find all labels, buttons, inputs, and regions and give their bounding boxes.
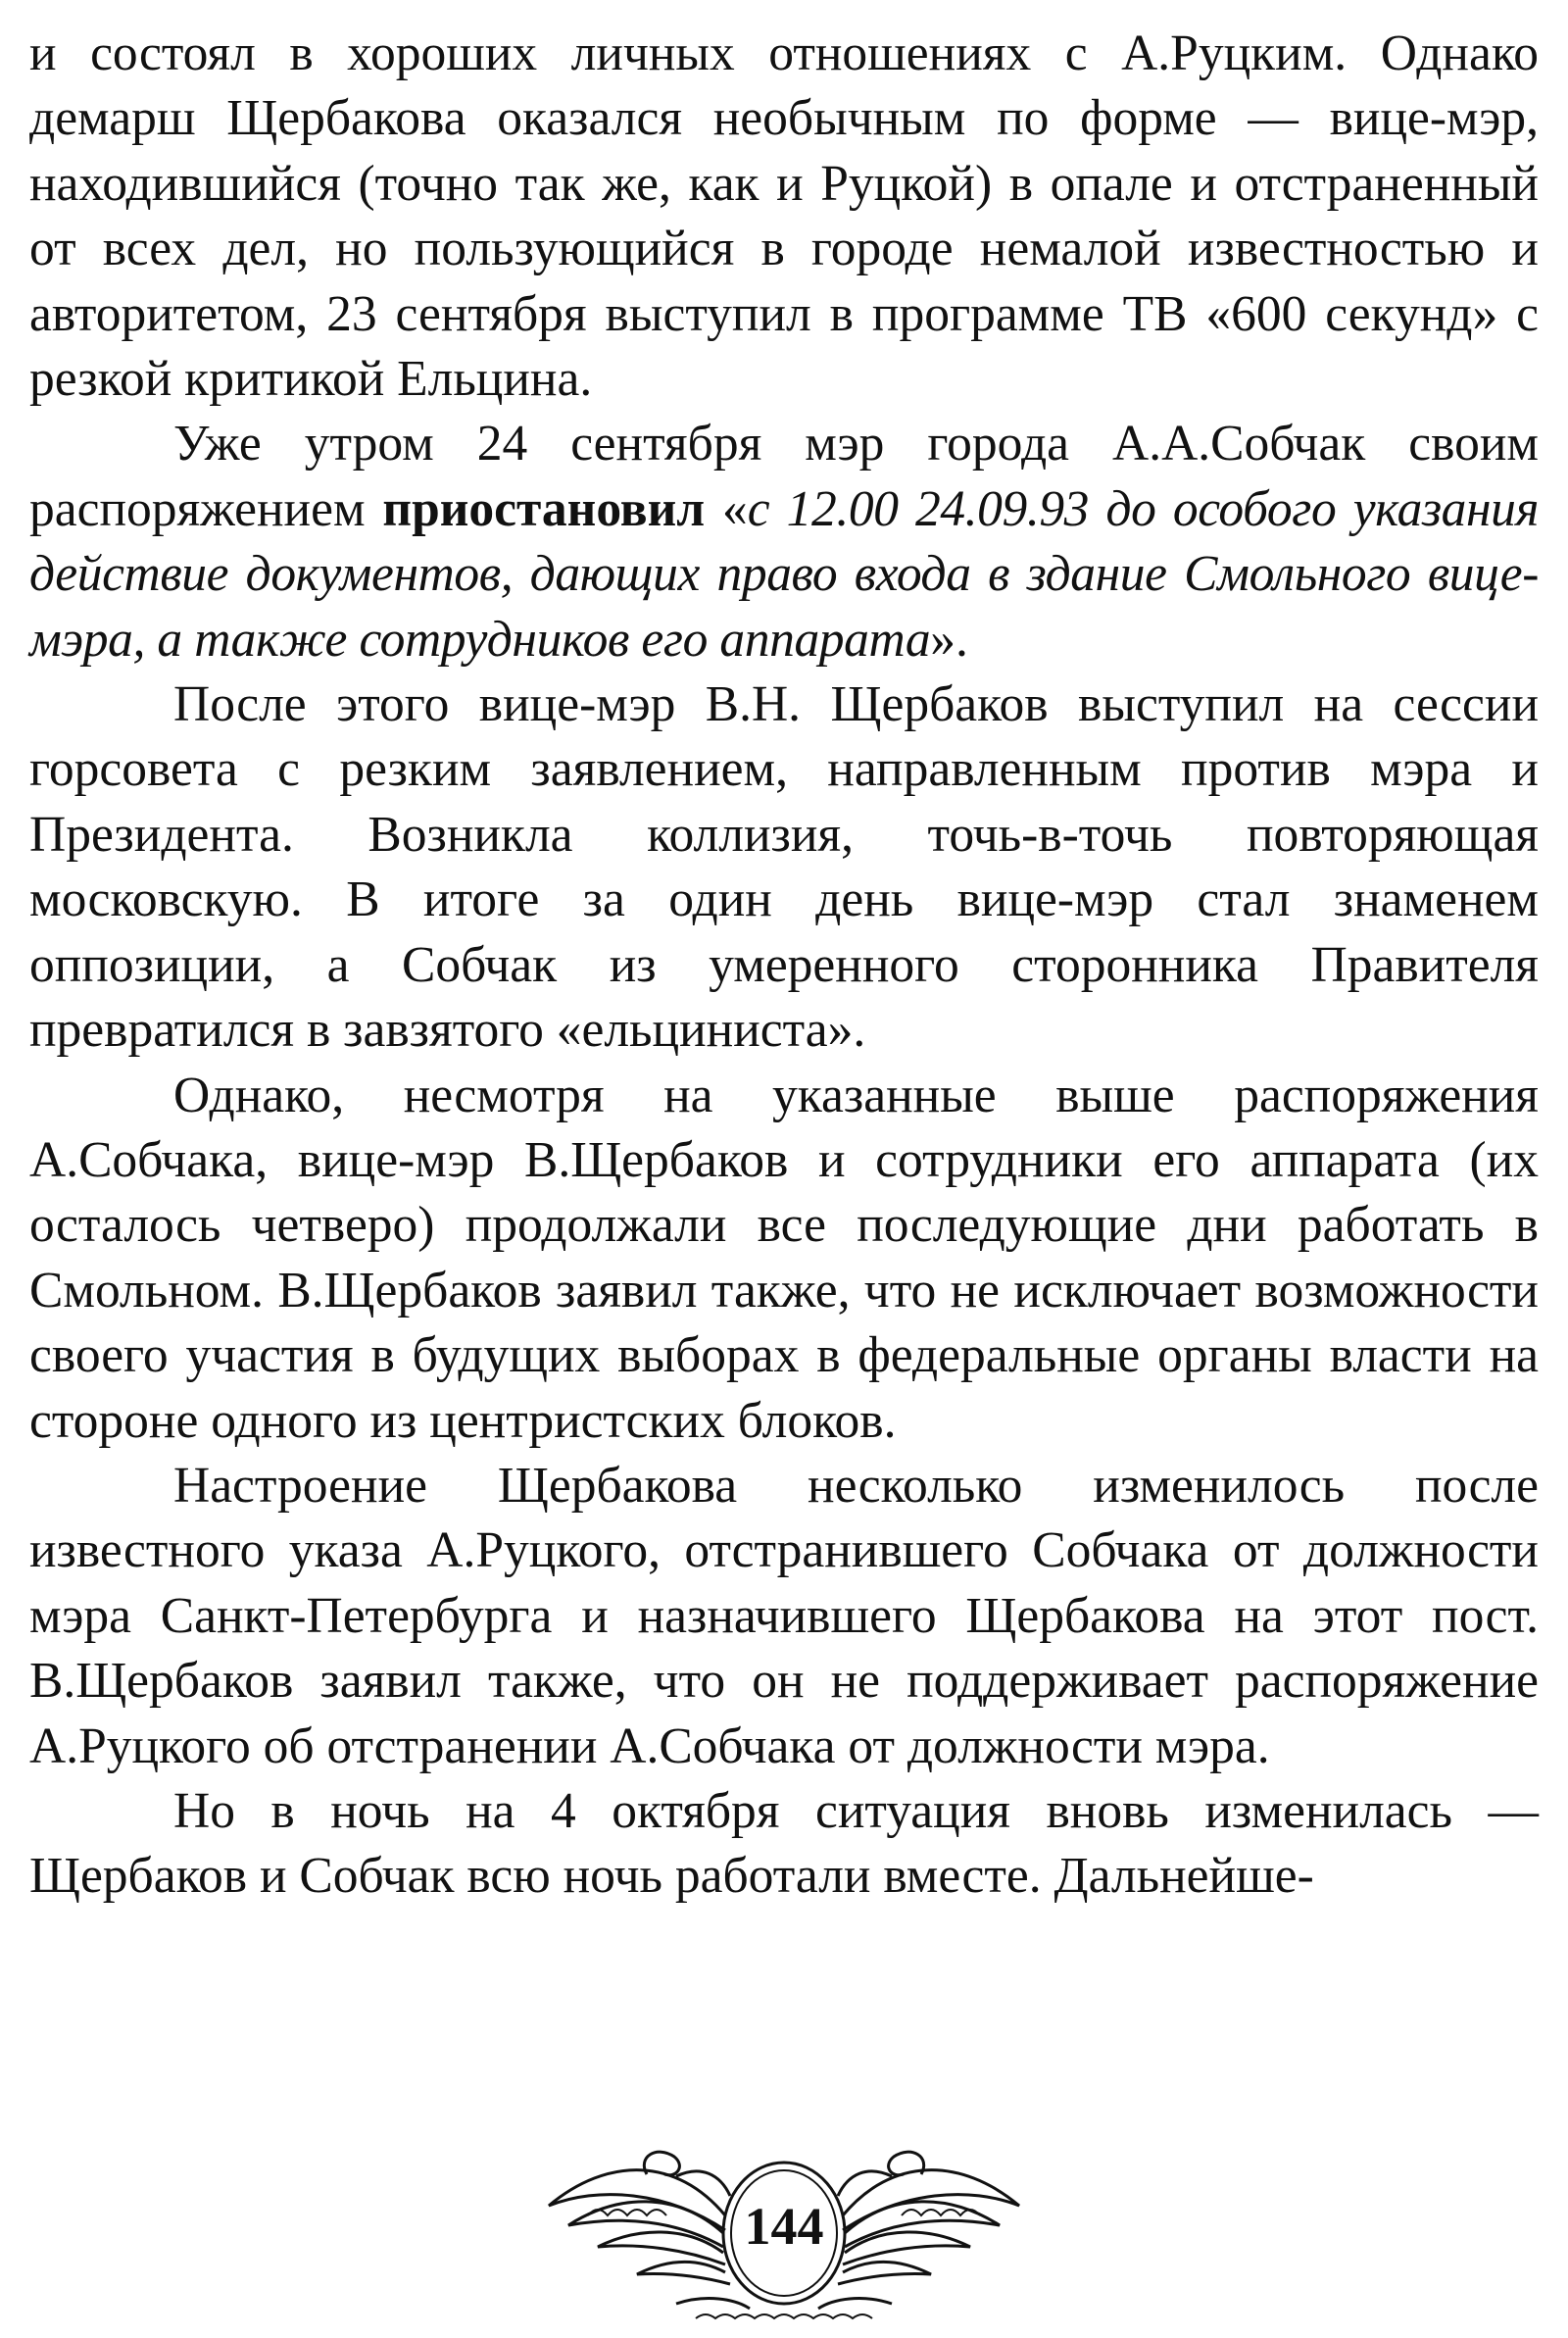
paragraph-2 (29, 412, 1539, 672)
page-footer (529, 2117, 1039, 2333)
paragraph-2-quote-close: ». (930, 611, 968, 668)
paragraph-6: Но в ночь на 4 октября ситуация вновь изменилась — Щербаков и Собчак всю ночь работали вместе. Дальнейше- (29, 1782, 1539, 1905)
paragraph-5: Настроение Щербакова несколько изменилось после известного указа А.Руцкого, отстранившего Собчака от должности мэра Санкт-Петербурга и назначившего Щербакова на этот пост. В.Щербаков заявил также, что он не поддерживает распоряжение А.Руцкого об отстранении А.Собчака от должности мэра. (29, 1457, 1539, 1774)
paragraph-2-lead: Уже утром 24 сентября мэр города А.А.Собчак своим распоряжением (29, 416, 1539, 537)
paragraph-2-bold: приостановил (382, 480, 706, 537)
paragraph-2-quote: с 12.00 24.09.93 до особого указания действие документов, дающих право входа в здание Смольного вице-мэра, а также сотрудников его аппарата (29, 480, 1540, 668)
paragraph-2-quote-open: « (705, 480, 748, 537)
paragraph-3: После этого вице-мэр В.Н. Щербаков выступил на сессии горсовета с резким заявлением, направленным против мэра и Президента. Возникла коллизия, точь-в-точь повторяющая московскую. В итоге за один день вице-мэр стал знаменем оппозиции, а Собчак из умеренного сторонника Правителя превратился в завзятого «ельциниста». (29, 676, 1539, 1059)
page-number: 144 (744, 2197, 824, 2256)
paragraph-4: Однако, несмотря на указанные выше распоряжения А.Собчака, вице-мэр В.Щербаков и сотрудники его аппарата (их осталось четверо) продолжали все последующие дни работать в Смольном. В.Щербаков заявил также, что не исключает возможности своего участия в будущих выборах в федеральные органы власти на стороне одного из центристских блоков. (29, 1067, 1539, 1449)
paragraph-1: и состоял в хороших личных отношениях с А.Руцким. Однако демарш Щербакова оказался необычным по форме — вице-мэр, находившийся (точно так же, как и Руцкой) в опале и отстраненный от всех дел, но пользующийся в городе немалой известностью и авторитетом, 23 сентября выступил в программе ТВ «600 секунд» с резкой критикой Ельцина. (29, 25, 1539, 408)
document-page (29, 22, 1539, 1910)
